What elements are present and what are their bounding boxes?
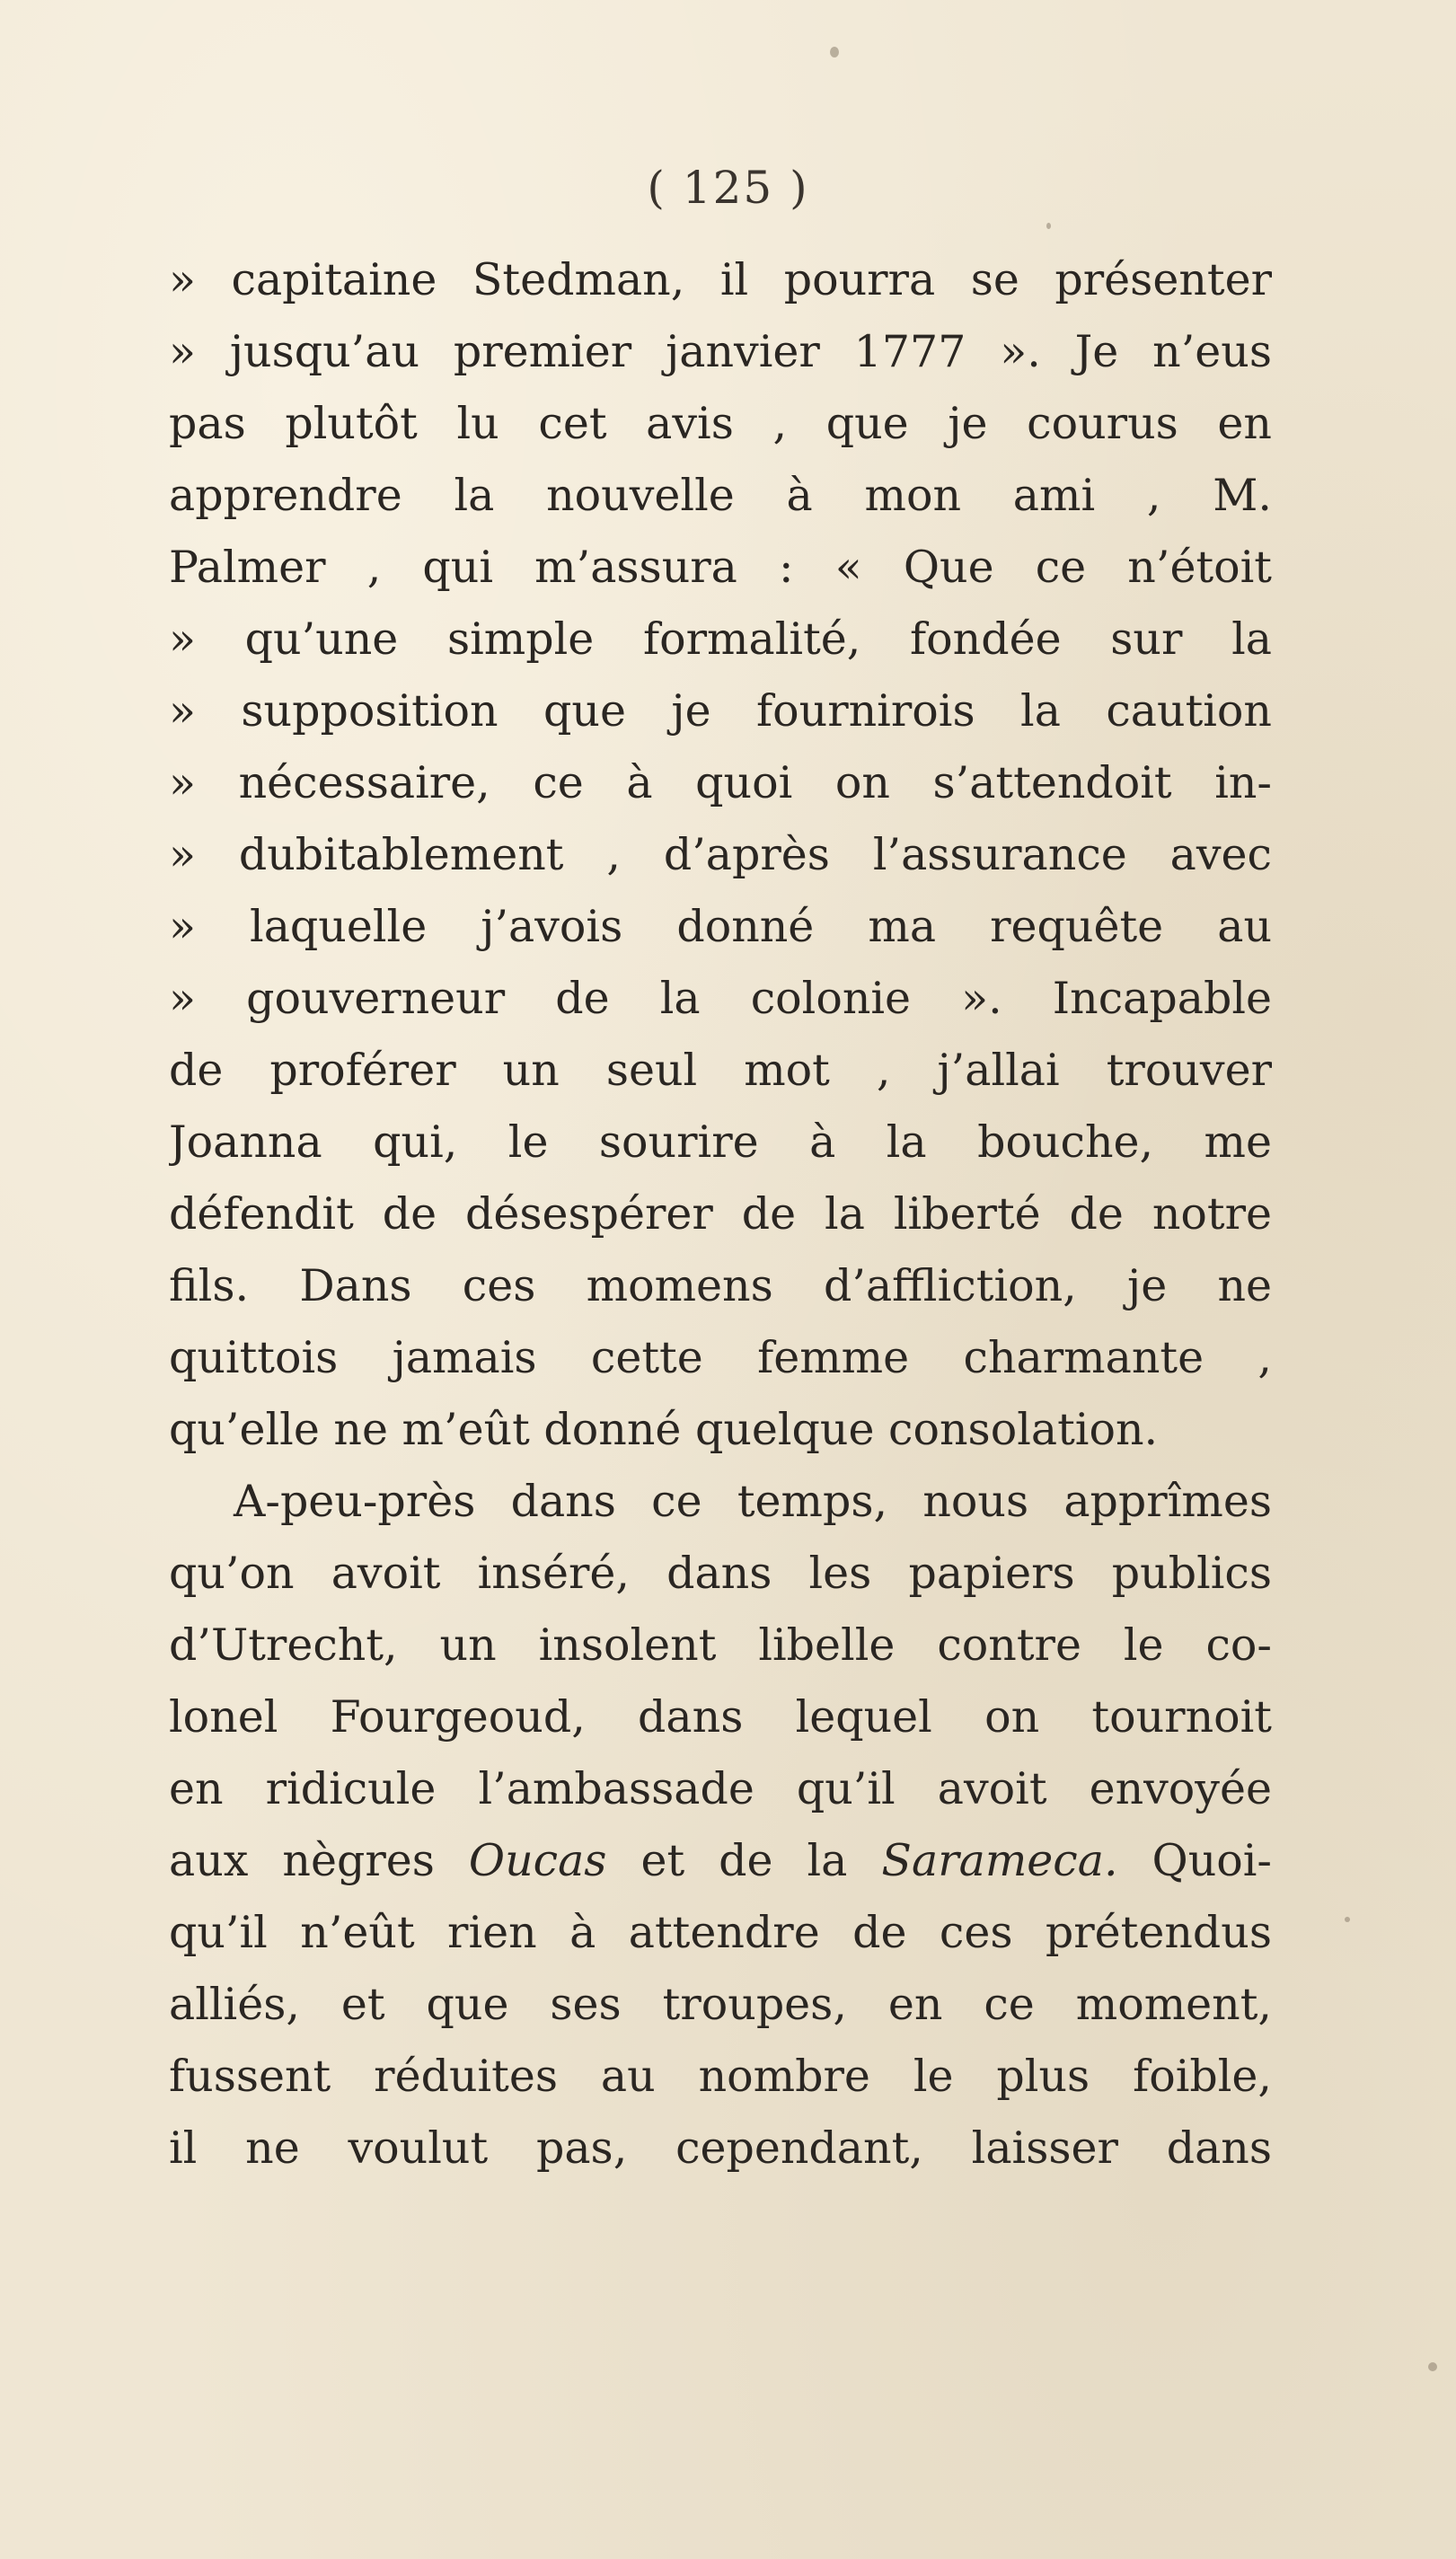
text-line: Joanna qui, le sourire à la bouche, me — [169, 1116, 1272, 1168]
text-line: qu’il n’eût rien à attendre de ces prétendus — [169, 1907, 1272, 1958]
text-line-italic-names — [169, 1825, 1272, 1897]
italic-name-oucas: Oucas — [468, 1835, 607, 1886]
text-line: » qu’une simple formalité, fondée sur la — [169, 613, 1272, 665]
text-line: » supposition que je fournirois la caution — [169, 685, 1272, 737]
text-line: » gouverneur de la colonie ». Incapable — [169, 973, 1272, 1024]
text-line: qu’on avoit inséré, dans les papiers publics — [169, 1548, 1272, 1599]
text-line: » laquelle j’avois donné ma requête au — [169, 901, 1272, 952]
text-line: défendit de désespérer de la liberté de notre — [169, 1188, 1272, 1240]
text-line: fils. Dans ces momens d’affliction, je ne — [169, 1260, 1272, 1311]
body-text — [169, 244, 1272, 2184]
text-line: alliés, et que ses troupes, en ce moment, — [169, 1979, 1272, 2030]
text-line: fussent réduites au nombre le plus foible, — [169, 2051, 1272, 2102]
text-line: il ne voulut pas, cependant, laisser dans — [169, 2122, 1272, 2174]
text-line: » capitaine Stedman, il pourra se présenter — [169, 254, 1272, 305]
text-line: Palmer , qui m’assura : « Que ce n’étoit — [169, 542, 1272, 593]
page-number: ( 125 ) — [647, 162, 809, 214]
paper-speck — [1428, 2362, 1437, 2371]
text-segment: Quoi- — [1117, 1835, 1272, 1886]
paper-speck — [1046, 223, 1051, 229]
text-line: d’Utrecht, un insolent libelle contre le co- — [169, 1619, 1272, 1671]
text-line: lonel Fourgeoud, dans lequel on tournoit — [169, 1691, 1272, 1743]
text-line: » jusqu’au premier janvier 1777 ». Je n’eus — [169, 326, 1272, 377]
text-line: quittois jamais cette femme charmante , — [169, 1332, 1272, 1383]
text-line: de proférer un seul mot , j’allai trouver — [169, 1045, 1272, 1096]
text-segment: et de la — [606, 1835, 882, 1886]
text-line: » dubitablement , d’après l’assurance avec — [169, 829, 1272, 880]
text-line: pas plutôt lu cet avis , que je courus en — [169, 398, 1272, 449]
paragraph-start-line: A-peu-près dans ce temps, nous apprîmes — [234, 1476, 1272, 1527]
text-segment: aux nègres — [169, 1835, 469, 1886]
text-line: » nécessaire, ce à quoi on s’attendoit in- — [169, 757, 1272, 808]
paper-speck — [830, 47, 839, 57]
paragraph-end-line: qu’elle ne m’eût donné quelque consolation. — [169, 1404, 1159, 1455]
paper-speck — [1345, 1917, 1350, 1922]
text-line: apprendre la nouvelle à mon ami , M. — [169, 470, 1272, 521]
text-line: en ridicule l’ambassade qu’il avoit envoyée — [169, 1763, 1272, 1814]
italic-name-sarameca: Sarameca. — [881, 1835, 1118, 1886]
